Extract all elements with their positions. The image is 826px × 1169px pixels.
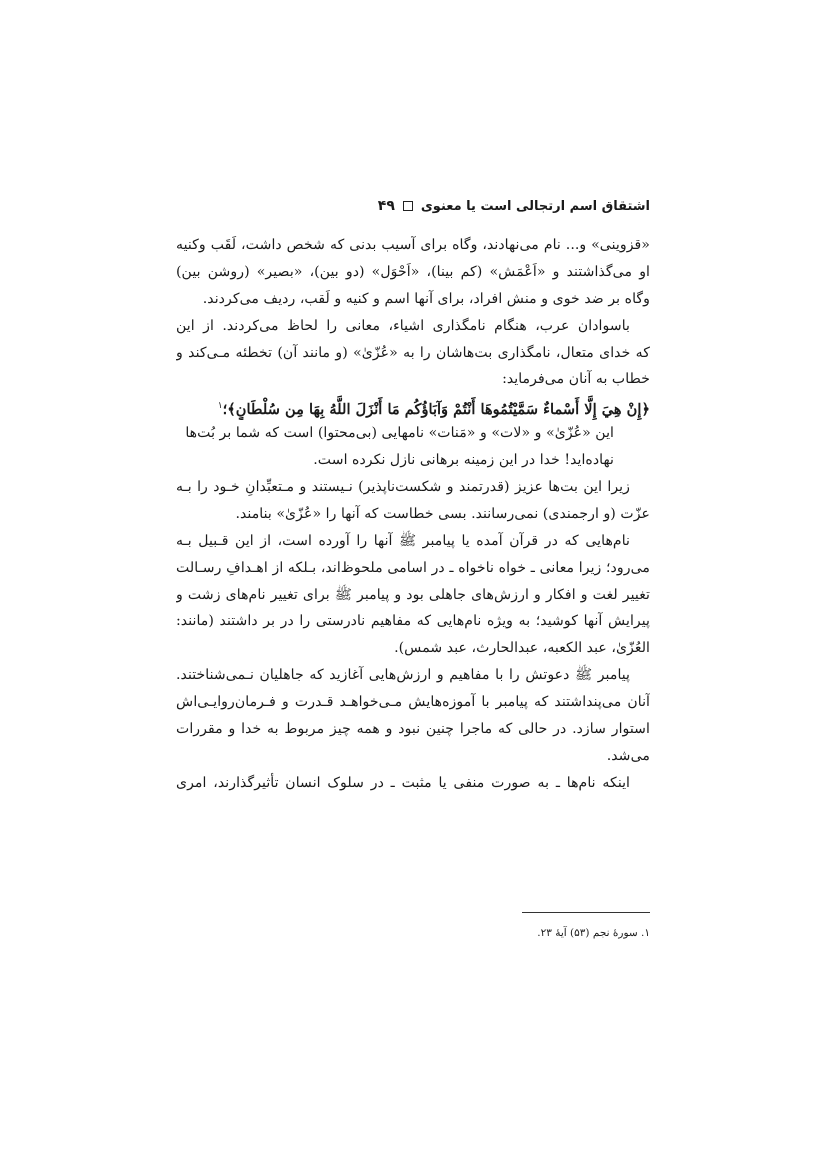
text-line: زیرا این بت‌ها عزیز (قدرتمند و شکست‌ناپذیر) نـیستند و مـتعبِّدانِ خـود را بـه xyxy=(176,479,630,496)
text-line: که خدای متعال، نامگذاری بت‌هاشان را به «عُزّیٰ» (و مانند آن) تخطئه مـی‌کند و xyxy=(176,344,650,361)
text-line: وگاه بر ضد خوی و منش افراد، برای آنها اسم و کنیه و لَقب، ردیف می‌کردند. xyxy=(202,290,650,307)
text-line: تغییر لغت و افکار و ارزش‌های جاهلی بود و پیامبر ﷺ برای تغییر نام‌های زشت و xyxy=(176,586,650,603)
text-line: نام‌هایی که در قرآن آمده یا پیامبر ﷺ آنها را آورده است، از این قـبیل بـه xyxy=(176,532,630,549)
text-line: خطاب به آنان می‌فرماید: xyxy=(502,371,650,388)
footnote-divider xyxy=(522,912,650,913)
verse-translation-line: نهاده‌اید! خدا در این زمینه برهانی نازل نکرده است. xyxy=(313,452,614,469)
verse-translation-line: این «عُزّیٰ» و «لات» و «مَنات» نامهایی (بی‌محتوا) است که شما بر بُت‌ها xyxy=(185,425,614,442)
page-number: ۴۹ xyxy=(377,198,395,214)
text-line: او می‌گذاشتند و «اَعْمَش» (کم بینا)، «اَحْوَل» (دو بین)، «بصیر» (روشن بین) xyxy=(176,263,650,280)
square-ornament-icon xyxy=(403,201,413,211)
text-line: «قزوینی» و... نام می‌نهادند، وگاه برای آسیب بدنی که شخص داشت، لَقَب وکنیه xyxy=(176,237,650,253)
running-header xyxy=(378,198,650,214)
text-line: العُزّیٰ، عبد الکعبه، عبدالحارث، عبد شمس). xyxy=(394,640,650,657)
text-line: پیرایش آنها کوشید؛ به ویژه نام‌هایی که مفاهیم نادرستی را در بر داشتند (مانند: xyxy=(176,613,650,630)
footnote-marker: ۱ xyxy=(217,401,223,412)
text-line: پیامبر ﷺ دعوتش را با مفاهیم و ارزش‌هایی آغازید که جاهلیان نـمی‌شناختند. xyxy=(176,667,630,684)
text-line: باسوادان عرب، هنگام نامگذاری اشیاء، معانی را لحاظ می‌کردند. از این xyxy=(176,317,630,334)
text-line: عزّت (و ارجمندی) نمی‌رسانند. بسی خطاست که آنها را «عُزّیٰ» بنامند. xyxy=(235,505,650,522)
text-line: اینکه نام‌ها ـ به صورت منفی یا مثبت ـ در سلوک انسان تأثیرگذارند، امری xyxy=(176,774,630,791)
body-text xyxy=(176,232,650,797)
text-line: می‌شد. xyxy=(606,747,650,764)
text-line: می‌رود؛ زیرا معانی ـ خواه ناخواه ـ در اسامی ملحوظ‌اند، بـلکه از اهـدافِ رسـالت xyxy=(176,559,650,576)
quran-verse xyxy=(176,393,650,420)
quran-verse-text: ﴿إِنْ هِيَ إِلَّا أَسْماءٌ سَمَّيْتُمُوهَا أَنْتُمْ وَآبَاؤُكُم مَا أَنْزَلَ اللَّهُ بِهَا مِن سُلْطَانٍ﴾؛ xyxy=(222,401,650,419)
text-line: استوار سازد. در حالی که ماجرا چنین نبود و همه چیز مربوط به خدا و مقررات xyxy=(176,721,650,738)
header-title: اشتقاق اسم ارتجالی است یا معنوی xyxy=(420,198,650,214)
footnote: ۱. سورهٔ نجم (۵۳) آیهٔ ۲۳. xyxy=(537,927,650,939)
text-line: آنان می‌پنداشتند که پیامبر با آموزه‌هایش مـی‌خواهـد قـدرت و فـرمان‌روایـی‌اش xyxy=(176,694,650,711)
